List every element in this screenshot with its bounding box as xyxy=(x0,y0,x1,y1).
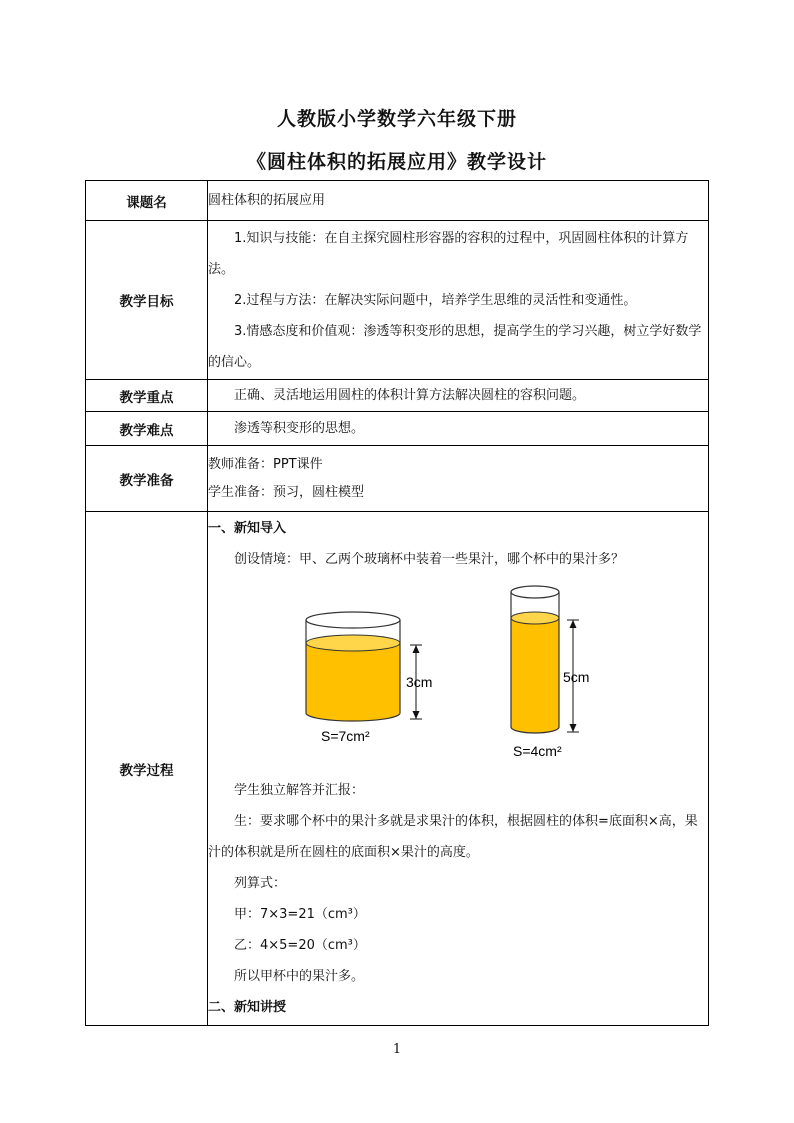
lesson-plan-table xyxy=(85,180,709,1026)
difficulty-text: 渗透等积变形的思想。 xyxy=(234,421,365,436)
key-row xyxy=(86,380,709,412)
difficulty-content xyxy=(208,412,709,446)
difficulty-row xyxy=(86,412,709,446)
cup-b-juice xyxy=(511,618,559,733)
cup-a-juice xyxy=(306,643,400,721)
cup-a-arrow-head-bottom xyxy=(413,711,420,719)
cup-b-arrow-head-bottom xyxy=(570,724,577,732)
cup-a-juice-surface xyxy=(306,635,400,651)
cup-a xyxy=(306,612,432,744)
prep-student: 学生准备：预习，圆柱模型 xyxy=(208,484,365,500)
cup-a-arrow-head-top xyxy=(413,645,420,653)
topic-label: 课题名 xyxy=(86,181,208,221)
key-text: 正确、灵活地运用圆柱的体积计算方法解决圆柱的容积问题。 xyxy=(234,388,586,403)
page-number: 1 xyxy=(392,1042,402,1057)
cup-b-rim xyxy=(511,586,559,598)
cup-b xyxy=(511,586,589,759)
goal-process: 2.过程与方法：在解决实际问题中，培养学生思维的灵活性和变通性。 xyxy=(234,292,637,308)
juice-cups-illustration xyxy=(208,575,688,775)
key-label: 教学重点 xyxy=(86,380,208,412)
cup-b-area-label: S=4cm² xyxy=(513,743,562,759)
calc-cup-a: 甲：7×3=21（cm³） xyxy=(234,907,366,922)
formula-label: 列算式： xyxy=(234,876,287,891)
goals-row xyxy=(86,221,709,380)
topic-row xyxy=(86,181,709,221)
goal-attitude: 3.情感态度和价值观：渗透等积变形的思想，提高学生的学习兴趣，树立学好数学的信心。 xyxy=(208,323,702,370)
cup-b-arrow-head-top xyxy=(570,620,577,628)
cup-b-height-label: 5cm xyxy=(563,669,590,685)
section-heading-intro: 一、新知导入 xyxy=(208,521,287,536)
key-content xyxy=(208,380,709,412)
process-content xyxy=(208,512,709,1026)
goals-label: 教学目标 xyxy=(86,221,208,380)
cup-a-rim xyxy=(306,612,400,628)
process-row xyxy=(86,512,709,1026)
scenario-text: 创设情境：甲、乙两个玻璃杯中装着一些果汁，哪个杯中的果汁多？ xyxy=(234,552,625,567)
process-label: 教学过程 xyxy=(86,512,208,1026)
conclusion-text: 所以甲杯中的果汁多。 xyxy=(234,969,365,984)
topic-text: 圆柱体积的拓展应用 xyxy=(208,181,709,221)
document-title-line2: 《圆柱体积的拓展应用》教学设计 xyxy=(246,151,547,173)
cup-b-juice-surface xyxy=(511,612,559,624)
juice-cups-figure xyxy=(208,575,708,775)
prep-row xyxy=(86,446,709,512)
goal-knowledge: 1.知识与技能：在自主探究圆柱形容器的容积的过程中，巩固圆柱体积的计算方法。 xyxy=(208,230,689,277)
difficulty-label: 教学难点 xyxy=(86,412,208,446)
prep-teacher: 教师准备：PPT课件 xyxy=(208,456,323,472)
student-report-text: 学生独立解答并汇报： xyxy=(234,783,365,798)
prep-content xyxy=(208,446,709,512)
goals-content xyxy=(208,221,709,380)
calc-cup-b: 乙：4×5=20（cm³） xyxy=(234,938,366,953)
prep-label: 教学准备 xyxy=(86,446,208,512)
cup-a-height-label: 3cm xyxy=(406,674,433,690)
cup-a-area-label: S=7cm² xyxy=(321,728,370,744)
section-heading-new-lesson: 二、新知讲授 xyxy=(208,1000,287,1015)
document-title-line1: 人教版小学数学六年级下册 xyxy=(276,108,517,130)
student-answer-text: 生：要求哪个杯中的果汁多就是求果汁的体积，根据圆柱的体积=底面积×高，果汁的体积就是所在圆柱的底面积×果汁的高度。 xyxy=(208,814,698,860)
